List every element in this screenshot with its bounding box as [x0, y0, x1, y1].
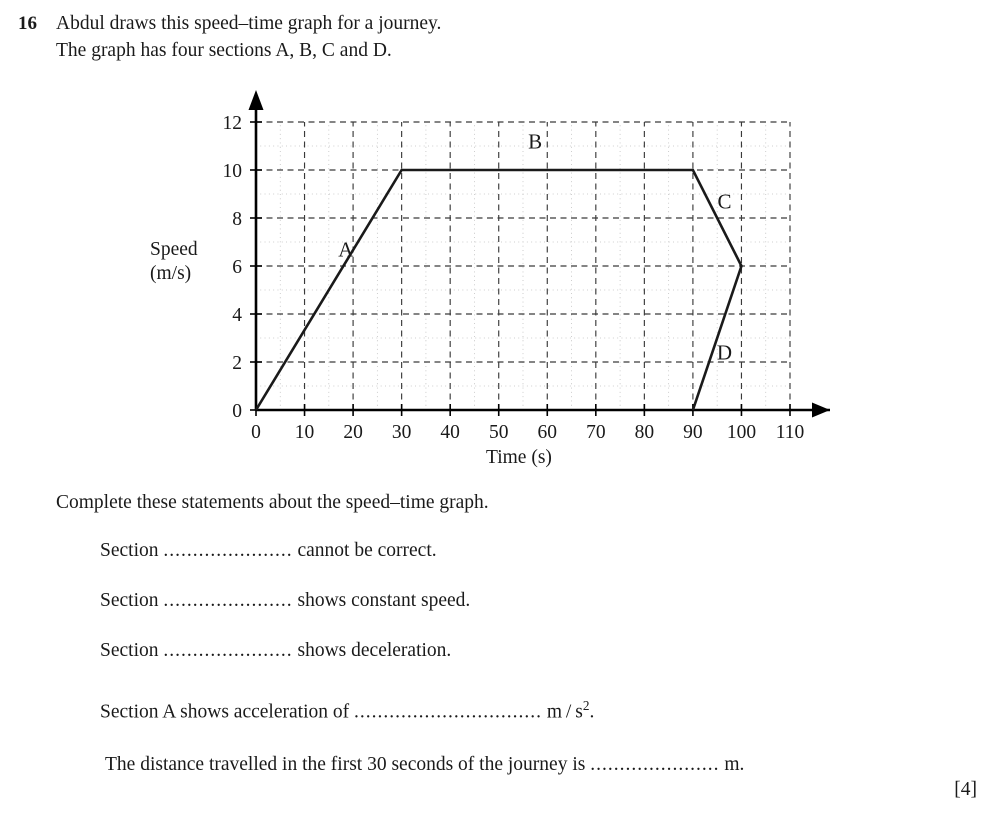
statement-units: m / s [541, 701, 583, 723]
y-tick-label: 0 [232, 401, 242, 422]
statements-intro: Complete these statements about the speed–time graph. [56, 492, 489, 513]
statement-suffix: . [589, 701, 595, 723]
speed-time-graph [0, 80, 1001, 490]
y-tick-label: 10 [222, 161, 242, 182]
y-axis-label-line-2: (m/s) [150, 263, 192, 284]
y-axis-label-line-1: Speed [150, 239, 198, 260]
x-tick-label: 90 [683, 422, 703, 443]
question-stem-line-2: The graph has four sections A, B, C and D. [56, 40, 392, 61]
statement-acceleration-value [100, 698, 594, 724]
statement-cannot-be-correct [100, 540, 437, 562]
section-labels [338, 129, 732, 364]
section-label-d: D [716, 340, 733, 365]
section-label-a: A [338, 237, 354, 262]
y-tick-label: 2 [232, 353, 242, 374]
question-stem [56, 10, 441, 64]
marks-allocation: [4] [954, 779, 977, 800]
statement-deceleration [100, 640, 451, 662]
question-stem-line-1: Abdul draws this speed–time graph for a journey. [56, 13, 442, 34]
x-tick-label: 50 [488, 422, 509, 443]
statement-constant-speed [100, 590, 470, 612]
statement-prefix: Section [100, 640, 164, 661]
question-number: 16 [18, 13, 37, 34]
x-tick-label: 110 [775, 422, 805, 443]
x-tick-label: 40 [440, 422, 460, 443]
axis-ticks [223, 113, 805, 443]
answer-blank-section-cannot-be-correct[interactable]: ...................... [163, 540, 293, 561]
x-axis-label: Time (s) [486, 447, 552, 468]
statement-prefix: Section [100, 540, 164, 561]
x-tick-label: 0 [251, 422, 261, 443]
y-tick-label: 12 [222, 113, 242, 134]
x-tick-label: 80 [634, 422, 655, 443]
statement-suffix: shows constant speed. [292, 590, 471, 611]
x-tick-label: 100 [726, 422, 757, 443]
x-tick-label: 60 [537, 422, 558, 443]
statement-suffix: m. [719, 754, 745, 775]
answer-blank-section-deceleration[interactable]: ...................... [163, 640, 293, 661]
statement-prefix: Section A shows acceleration of [100, 701, 354, 723]
y-axis-arrowhead [249, 90, 264, 110]
x-tick-label: 30 [391, 422, 412, 443]
statement-suffix: cannot be correct. [292, 540, 437, 561]
statement-distance-travelled [105, 754, 744, 776]
units-exponent: 2 [582, 698, 590, 713]
y-tick-label: 8 [232, 209, 242, 230]
section-label-c: C [717, 189, 732, 214]
section-label-b: B [528, 129, 543, 154]
answer-blank-section-constant-speed[interactable]: ...................... [163, 590, 293, 611]
statement-suffix: shows deceleration. [292, 640, 452, 661]
y-tick-label: 4 [232, 305, 242, 326]
x-tick-label: 20 [343, 422, 363, 443]
y-axis-label [150, 238, 198, 286]
statement-prefix: Section [100, 590, 164, 611]
x-tick-label: 70 [586, 422, 606, 443]
answer-blank-acceleration[interactable]: ................................ [353, 701, 542, 723]
y-tick-label: 6 [232, 257, 242, 278]
x-tick-label: 10 [294, 422, 315, 443]
statement-prefix: The distance travelled in the first 30 seconds of the journey is [105, 754, 591, 775]
answer-blank-distance[interactable]: ...................... [590, 754, 720, 775]
x-axis-arrowhead [812, 403, 830, 418]
